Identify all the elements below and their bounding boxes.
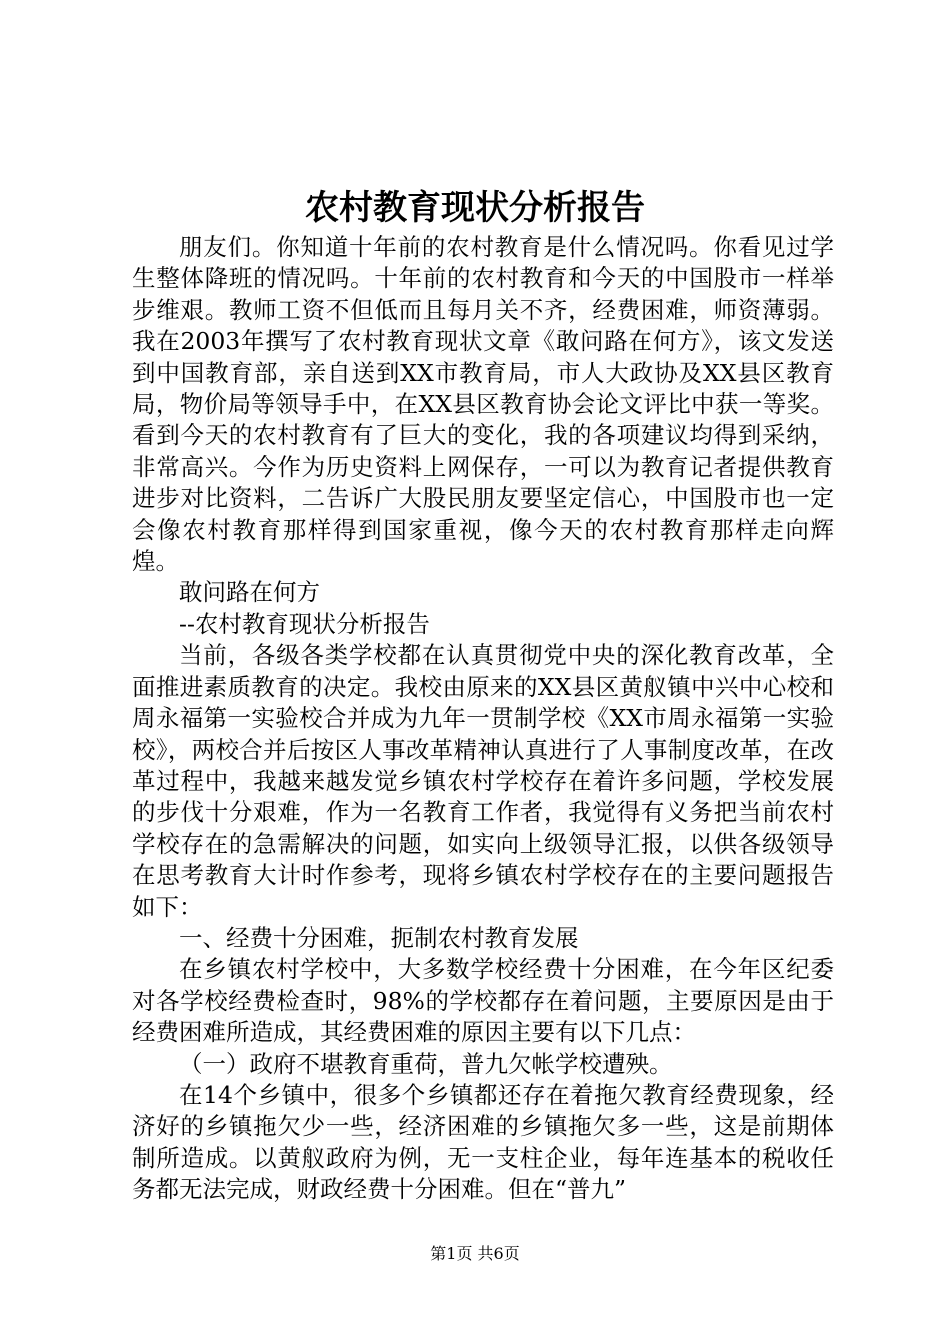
paragraph-intro: 朋友们。你知道十年前的农村教育是什么情况吗。你看见过学生整体降班的情况吗。十年前的农村教育和今天的中国股市一样举步维艰。教师工资不但低而且每月关不齐，经费困难，师资薄弱。我在2003年撰写了农村教育现状文章《敢问路在何方》，该文发送到中国教育部，亲自送到XX市教育局，市人大政协及XX县区教育局，物价局等领导手中，在XX县区教育协会论文评比中获一等奖。看到今天的农村教育有了巨大的变化，我的各项建议均得到采纳，非常高兴。今作为历史资料上网保存，一可以为教育记者提供教育进步对比资料，二告诉广大股民朋友要坚定信心，中国股市也一定会像农村教育那样得到国家重视，像今天的农村教育那样走向辉煌。 (132, 233, 834, 576)
paragraph-article-title: 敢问路在何方 (179, 578, 320, 607)
paragraph-article-subtitle: --农村教育现状分析报告 (179, 609, 430, 638)
section-heading-funding: 一、经费十分困难，扼制农村教育发展 (179, 923, 579, 952)
subsection-heading-government: （一）政府不堪教育重荷，普九欠帐学校遭殃。 (179, 1049, 673, 1078)
document-title: 农村教育现状分析报告 (305, 188, 645, 228)
page-footer: 第1页 共6页 (430, 1244, 520, 1263)
paragraph-background: 当前，各级各类学校都在认真贯彻党中央的深化教育改革，全面推进素质教育的决定。我校由原来的XX县区黄舣镇中兴中心校和周永福第一实验校合并成为九年一贯制学校《XX市周永福第一实验校》，两校合并后按区人事改革精神认真进行了人事制度改革，在改革过程中，我越来越发觉乡镇农村学校存在着许多问题，学校发展的步伐十分艰难，作为一名教育工作者，我觉得有义务把当前农村学校存在的急需解决的问题，如实向上级领导汇报，以供各级领导在思考教育大计时作参考，现将乡镇农村学校存在的主要问题报告如下： (132, 641, 834, 921)
paragraph-government: 在14个乡镇中，很多个乡镇都还存在着拖欠教育经费现象，经济好的乡镇拖欠少一些，经济困难的乡镇拖欠多一些，这是前期体制所造成。以黄舣政府为例，无一支柱企业，每年连基本的税收任务都无法完成，财政经费十分困难。但在“普九” (132, 1080, 834, 1204)
document-body (132, 232, 834, 1206)
paragraph-funding: 在乡镇农村学校中，大多数学校经费十分困难，在今年区纪委对各学校经费检查时，98%的学校都存在着问题，主要原因是由于经费困难所造成，其经费困难的原因主要有以下几点： (132, 955, 834, 1047)
